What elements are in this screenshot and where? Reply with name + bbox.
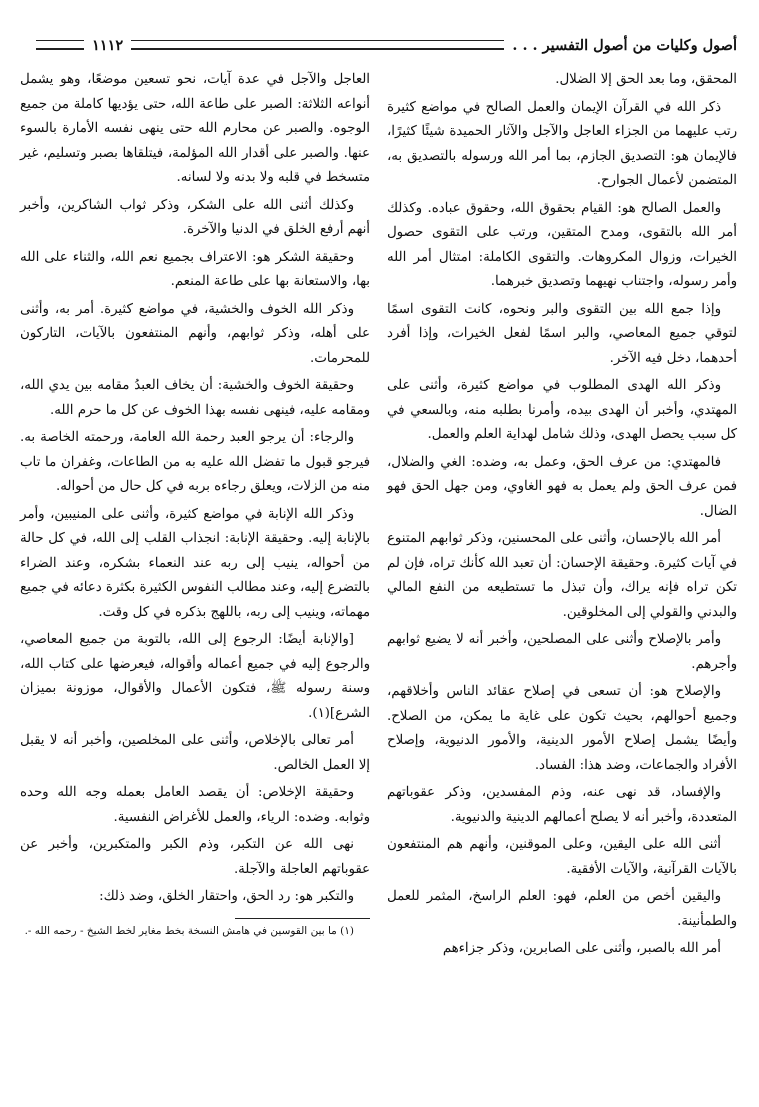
- running-header: [28, 30, 737, 60]
- footnote: (١) ما بين القوسين في هامش النسخة بخط مغاير لخط الشيخ - رحمه الله -.: [24, 924, 354, 937]
- book-title: أصول وكليات من أصول التفسير . . .: [512, 36, 737, 54]
- paragraph: أمر الله بالإحسان، وأثنى على المحسنين، وذكر ثوابهم المتنوع في آيات كثيرة. وحقيقة الإحسان: أن تعبد الله كأنك تراه، فإن لم تكن تراه فإنه يراك، وأن تبذل ما تستطيعه من النفع المالي والبدني والقولي إلى المخلوقين.: [387, 531, 737, 620]
- paragraph: والتكبر هو: رد الحق، واحتقار الخلق، وضد ذلك:: [99, 889, 354, 904]
- paragraph: فالمهتدي: من عرف الحق، وعمل به، وضده: الغي والضلال، فمن عرف الحق ولم يعمل به فهو الغاوي، ومن جهل الحق فهو الضال.: [387, 454, 737, 519]
- paragraph: وكذلك أثنى الله على الشكر، وذكر ثواب الشاكرين، وأخبر أنهم أرفع الخلق في الدنيا والآخرة.: [20, 197, 370, 237]
- header-rule: [131, 40, 504, 50]
- header-rule-end: [36, 40, 84, 50]
- paragraph: وأمر بالإصلاح وأثنى على المصلحين، وأخبر أنه لا يضيع ثوابهم وأجرهم.: [387, 632, 737, 672]
- paragraph: المحقق، وما بعد الحق إلا الضلال.: [555, 72, 737, 87]
- paragraph: واليقين أخص من العلم، فهو: العلم الراسخ، المثمر للعمل والطمأنينة.: [387, 889, 737, 929]
- paragraph: وذكر الله الإنابة في مواضع كثيرة، وأثنى على المنيبين، وأمر بالإنابة إليه. وحقيقة الإنابة: انجذاب القلب إلى الله، في كل حالة من أحواله، ينيب إلى ربه عند النعماء بشكره، وعند الضراء بالتضرع إليه، وعند مطالب النفوس الكثيرة بكثرة دعائه في جميع مهماته، وينيب إلى ربه، باللهج بذكره في كل وقت.: [20, 506, 370, 620]
- right-column: [387, 68, 737, 965]
- paragraph: [والإنابة أيضًا: الرجوع إلى الله، بالتوبة من جميع المعاصي، والرجوع إليه في جميع أعماله وأقواله، فيعرضها على كتاب الله، وسنة رسوله ﷺ، فتكون الأعمال والأقوال، موزونة بميزان الشرع](١).: [20, 632, 370, 721]
- paragraph: نهى الله عن التكبر، وذم الكبر والمتكبرين، وأخبر عن عقوباتهم العاجلة والآجلة.: [20, 837, 370, 877]
- paragraph: وذكر الله الخوف والخشية، في مواضع كثيرة. أمر به، وأثنى على أهله، وذكر ثوابهم، وأنهم المنتفعون بالآيات، التاركون للمحرمات.: [20, 301, 370, 366]
- paragraph: وحقيقة الخوف والخشية: أن يخاف العبدُ مقامه بين يدي الله، ومقامه عليه، فينهى نفسه بهذا الخوف عن كل ما حرم الله.: [20, 378, 370, 418]
- paragraph: العاجل والآجل في عدة آيات، نحو تسعين موضعًا، وهو يشمل أنواعه الثلاثة: الصبر على طاعة الله، حتى يؤديها كاملة من جميع الوجوه. والصبر عن محارم الله حتى ينهى نفسه الأمارة بالسوء عنها. والصبر على أقدار الله المؤلمة، فيتلقاها بصبر وتسليم، غير متسخط في قلبه ولا بدنه ولا لسانه.: [20, 72, 370, 185]
- paragraph: والإصلاح هو: أن تسعى في إصلاح عقائد الناس وأخلاقهم، وجميع أحوالهم، بحيث تكون على غاية ما يمكن، من الصلاح. وأيضًا يشمل إصلاح الأمور الدينية، والأمور الدنيوية، وإصلاح الأفراد والجماعات، وضد هذا: الفساد.: [387, 684, 737, 773]
- paragraph: وحقيقة الإخلاص: أن يقصد العامل بعمله وجه الله وحده وثوابه. وضده: الرياء، والعمل للأغراض النفسية.: [20, 785, 370, 825]
- paragraph: والعمل الصالح هو: القيام بحقوق الله، وحقوق عباده. وكذلك أمر الله بالتقوى، ومدح المتقين، ورتب على التقوى حصول الخيرات، وزوال المكروهات. والتقوى الكاملة: امتثال أمر الله وأمر رسوله، واجتناب نهيهما وتصديق خبرهما.: [387, 200, 737, 289]
- paragraph: والرجاء: أن يرجو العبد رحمة الله العامة، ورحمته الخاصة به. فيرجو قبول ما تفضل الله عليه به من الطاعات، وغفران ما تاب منه من الزلات، ويعلق رجاءه بربه في كل حال من أحواله.: [20, 430, 370, 494]
- page-number: ١١١٢: [92, 36, 124, 54]
- footnote-rule: [235, 918, 370, 919]
- paragraph: والإفساد، قد نهى عنه، وذم المفسدين، وذكر عقوباتهم المتعددة، وأخبر أنه لا يصلح أعمالهم الدينية والدنيوية.: [387, 785, 737, 825]
- paragraph: أثنى الله على اليقين، وعلى الموقنين، وأنهم هم المنتفعون بالآيات القرآنية، والآيات الأفقية.: [387, 837, 737, 877]
- paragraph: وحقيقة الشكر هو: الاعتراف بجميع نعم الله، والثناء على الله بها، والاستعانة بها على طاعة المنعم.: [20, 249, 370, 289]
- paragraph: وذكر الله الهدى المطلوب في مواضع كثيرة، وأثنى على المهتدي، وأخبر أن الهدى بيده، وأمرنا بطلبه منه، وبالسعي في كل سبب يحصل الهدى، وذلك شامل لهداية العلم والعمل.: [387, 378, 737, 442]
- paragraph: أمر الله بالصبر، وأثنى على الصابرين، وذكر جزاءهم: [442, 941, 721, 956]
- left-column: [20, 68, 370, 1103]
- paragraph: أمر تعالى بالإخلاص، وأثنى على المخلصين، وأخبر أنه لا يقبل إلا العمل الخالص.: [20, 733, 370, 773]
- paragraph: ذكر الله في القرآن الإيمان والعمل الصالح في مواضع كثيرة رتب عليهما من الجزاء العاجل والآجل والآثار الحميدة شيئًا كثيرًا، فالإيمان هو: التصديق الجازم، بما أمر الله ورسوله بالتصديق به، المتضمن لأعمال الجوارح.: [387, 99, 737, 188]
- paragraph: وإذا جمع الله بين التقوى والبر ونحوه، كانت التقوى اسمًا لتوقي جميع المعاصي، والبر اسمًا لفعل الخيرات، وإذا أفرد أحدهما، دخل فيه الآخر.: [387, 301, 737, 366]
